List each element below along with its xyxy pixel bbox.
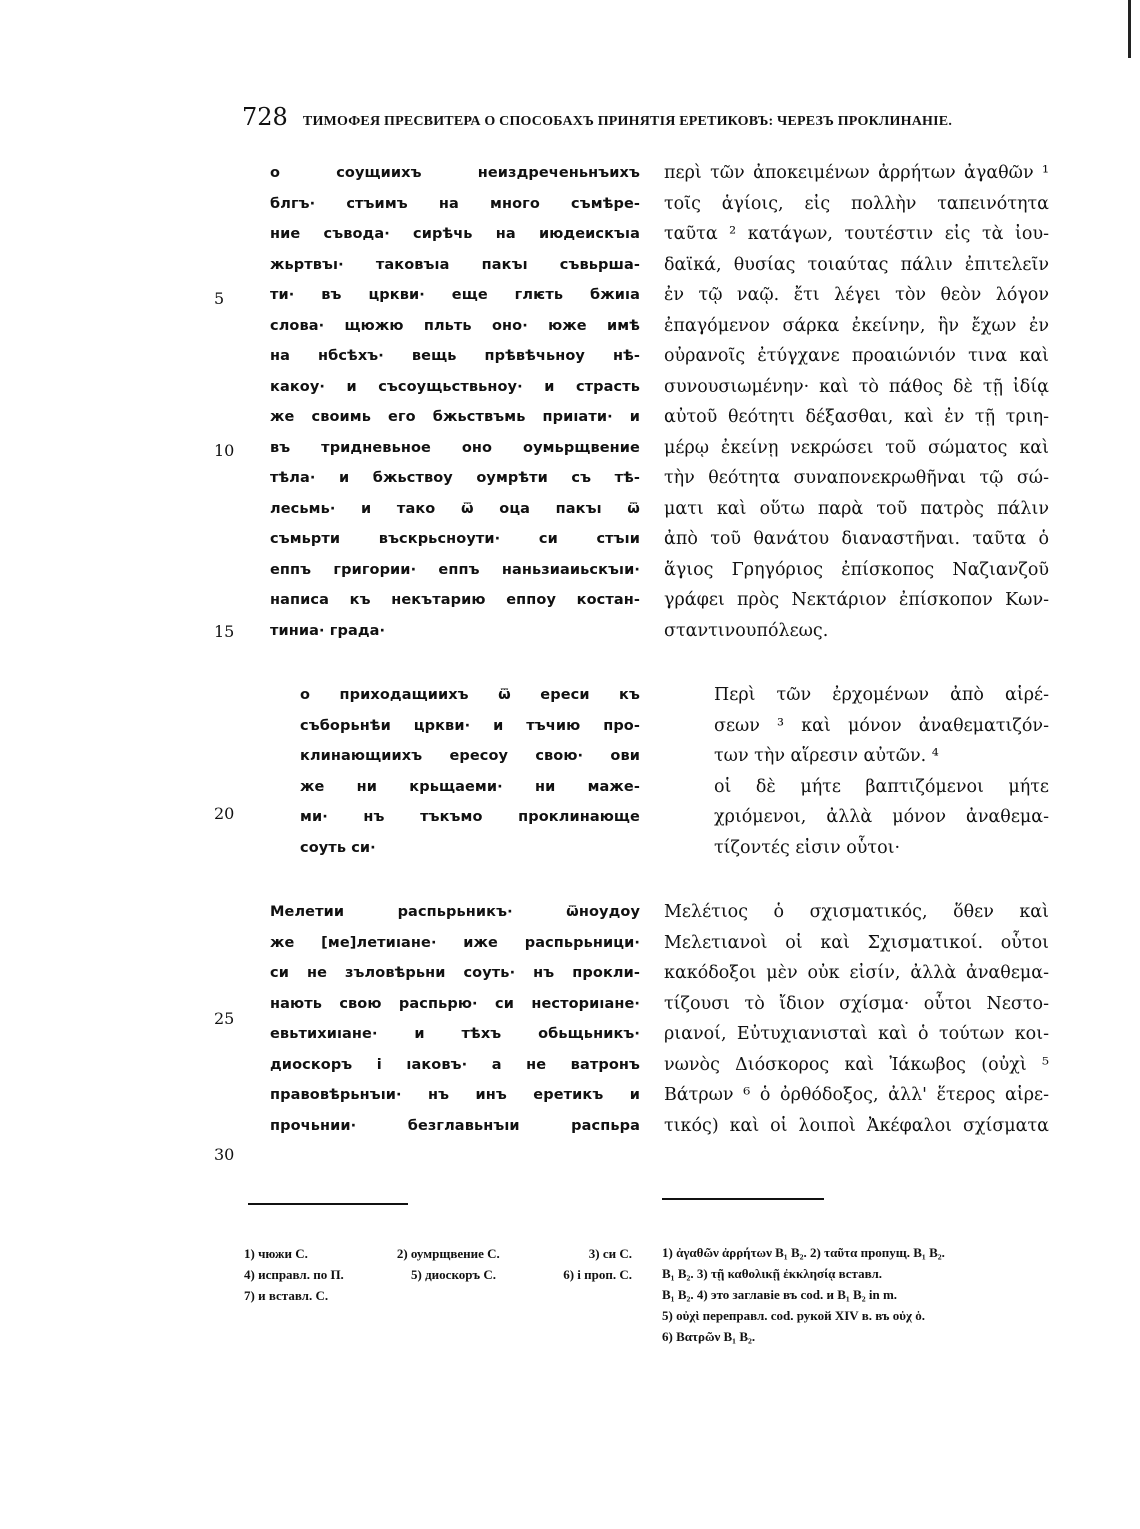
greek-line: των τὴν αἵρεσιν αὐτῶν. ⁴	[714, 746, 939, 766]
slavonic-line: же своимь его бжьствъмь приıати· и	[270, 409, 640, 425]
slavonic-line: ми· нъ тъкъмо проклинающе	[300, 809, 640, 825]
greek-line: τὴν θεότητα συναπονεκρωθῆναι τῷ σώ-	[664, 468, 1049, 488]
slavonic-line: о приходащиихъ ѿ ереси къ	[300, 687, 640, 703]
greek-line: τίζουσι τὸ ἴδιον σχίσμα· οὗτοι Νεστο-	[664, 993, 1049, 1014]
greek-line: ἐπαγόμενον σάρκα ἐκείνην, ἣν ἔχων ἐν	[664, 315, 1049, 336]
greek-line: αὐτοῦ θεότητι δέξασθαι, καὶ ἐν τῇ τριη-	[664, 407, 1049, 427]
slavonic-line: жьртвъı· таковъıа пакъı съвьрша-	[270, 256, 640, 273]
greek-line: τικός) καὶ οἱ λοιποὶ Ἀκέφαλοι σχίσματα	[664, 1115, 1049, 1136]
page-edge-mark	[1128, 0, 1131, 58]
greek-line: Μελέτιος ὁ σχισματικός, ὅθεν καὶ	[664, 902, 1049, 922]
slavonic-line: лесьмь· и тако ѿ оца пакъı ѿ	[270, 500, 640, 517]
slavonic-line: прочьнии· безглавьнъıи распьра	[270, 1117, 640, 1134]
greek-line: σεων ³ καὶ μόνον ἀναθεματιζόν-	[714, 715, 1049, 736]
slavonic-line: диоскоръ і ıаковъ· а не ватронъ	[270, 1056, 640, 1073]
footnote: 1) чюжи С.	[244, 1246, 308, 1261]
line-number: 15	[214, 622, 235, 641]
footnote-line: 5) οὐχὶ переправл. cod. рукой XIV в. въ οὐχ ὁ.	[662, 1308, 926, 1323]
slavonic-line: соуть си·	[300, 839, 376, 856]
footnotes-left	[244, 1243, 640, 1306]
slavonic-line: нають свою распьрю· си несториıане·	[270, 995, 640, 1012]
footnote-line: B₁ B₂. 3) τῇ καθολικῇ ἐκκλησίᾳ вставл.	[662, 1266, 882, 1281]
slavonic-block-1	[270, 158, 640, 646]
line-number: 25	[214, 1009, 235, 1028]
footnote-line: B₁ B₂. 4) это заглавіе въ cod. и B₁ B₂ in m.	[662, 1287, 898, 1302]
greek-line: Βάτρων ⁶ ὁ ὀρθόδοξος, ἀλλ' ἕτερος αἱρε-	[664, 1085, 1049, 1105]
greek-line: ἐν τῷ ναῷ. ἔτι λέγει τὸν θεὸν λόγον	[664, 285, 1049, 305]
slavonic-line: слова· щюжю пльть оно· юже имѣ	[270, 317, 640, 334]
slavonic-line: ти· въ цркви· еще глѥть бжиıа	[270, 287, 640, 303]
slavonic-line: ние съвода· сирѣчь на июдеискъıа	[270, 226, 640, 242]
line-number: 20	[214, 804, 235, 823]
running-title: ТИМОФЕЯ ПРЕСВИТЕРА О СПОСОБАХЪ ПРИНЯТІЯ ЕРЕТИКОВЪ: ЧЕРЕЗЪ ПРОКЛИНАНІЕ.	[302, 114, 953, 129]
slavonic-line: тѣла· и бжьствоу оумрѣти съ тѣ-	[270, 470, 640, 486]
slavonic-line: въ тридневьное оно оумьрщвение	[270, 439, 640, 456]
slavonic-column	[270, 158, 640, 1141]
slavonic-line: правовѣрьнъıи· нъ инъ еретикъ и	[270, 1087, 640, 1103]
slavonic-line: евьтихиıане· и тѣхъ обьщьникъ·	[270, 1026, 640, 1042]
page-header	[242, 103, 1062, 131]
greek-line: χριόμενοι, ἀλλὰ μόνον ἀναθεμα-	[714, 807, 1049, 827]
line-number: 5	[214, 289, 225, 308]
line-number: 10	[214, 441, 235, 460]
footnote: 6) і проп. С.	[563, 1267, 632, 1282]
footnote-line: 1) ἀγαθῶν ἀρρήτων B₁ B₂. 2) ταῦτα пропущ. B₁ B₂.	[662, 1245, 945, 1260]
slavonic-block-2	[270, 680, 640, 863]
slavonic-block-3	[270, 897, 640, 1141]
slavonic-line: Мелетии распьрьникъ· ѿноудоу	[270, 904, 640, 920]
greek-line: κακόδοξοι μὲν οὐκ εἰσίν, ἀλλὰ ἀναθεμα-	[664, 963, 1049, 983]
slavonic-line: еппъ григории· еппъ наньзиаиьскъıи·	[270, 561, 640, 578]
slavonic-line: блгъ· стъимъ на много съмѣре-	[270, 195, 640, 212]
greek-line: ριανοί, Εὐτυχιανισταὶ καὶ ὁ τούτων κοι-	[664, 1024, 1049, 1044]
greek-line: τοῖς ἁγίοις, εἰς πολλὴν ταπεινότητα	[664, 193, 1049, 214]
greek-line: ταῦτα ² κατάγων, τουτέστιν εἰς τὰ ἰου-	[664, 224, 1049, 244]
footnote: 5) диоскоръ С.	[411, 1267, 496, 1282]
slavonic-line: тиниа· града·	[270, 622, 386, 639]
greek-line: σταντινουπόλεως.	[664, 620, 829, 641]
greek-column	[664, 158, 1049, 1141]
footnotes-right	[662, 1242, 1062, 1347]
slavonic-line: же [ме]летиıане· иже распьрьници·	[270, 934, 640, 951]
slavonic-line: клинающиихъ ересоу свою· ови	[300, 748, 640, 764]
greek-block-1	[664, 158, 1049, 646]
slavonic-line: на нбсѣхъ· вещь прѣвѣчьноу нѣ-	[270, 348, 640, 364]
greek-line: οἱ δὲ μήτε βαπτιζόμενοι μήτε	[714, 776, 1049, 797]
slavonic-line: о соущиихъ неиздреченьнъихъ	[270, 165, 640, 181]
footnote: 7) и вставл. С.	[244, 1288, 329, 1303]
slavonic-line: съмьрти въскрьсноути· си стъıи	[270, 531, 640, 547]
greek-block-3	[664, 897, 1049, 1141]
greek-line: ἅγιος Γρηγόριος ἐπίσκοπος Ναζιανζοῦ	[664, 559, 1049, 580]
greek-line: τίζοντές εἰσιν οὗτοι·	[714, 837, 901, 858]
greek-line: συνουσιωμένην· καὶ τὸ πάθος δὲ τῇ ἰδίᾳ	[664, 376, 1049, 397]
slavonic-line: же ни крьщаеми· ни маже-	[300, 778, 640, 795]
slavonic-line: съборьнѣи цркви· и тъчию про-	[300, 717, 640, 734]
greek-line: μέρῳ ἐκείνῃ νεκρώσει τοῦ σώματος καὶ	[664, 437, 1049, 458]
greek-line: οὐρανοῖς ἐτύγχανε προαιώνιόν τινα καὶ	[664, 346, 1049, 366]
greek-line: νωνὸς Διόσκορος καὶ Ἰάκωβος (οὐχὶ ⁵	[664, 1054, 1049, 1075]
greek-line: Μελετιανοὶ οἱ καὶ Σχισματικοί. οὗτοι	[664, 932, 1049, 953]
line-number: 30	[214, 1145, 235, 1164]
footnote: 2) оумрщвение С.	[396, 1246, 500, 1261]
greek-block-2	[664, 680, 1049, 863]
greek-line: ἀπὸ τοῦ θανάτου διαναστῆναι. ταῦτα ὁ	[664, 529, 1049, 549]
footnote-rule-left	[248, 1203, 408, 1205]
slavonic-line: какоу· и съсоущьствьноу· и страсть	[270, 378, 640, 395]
greek-line: γράφει πρὸς Νεκτάριον ἐπίσκοπον Κων-	[664, 590, 1049, 610]
page-number: 728	[242, 103, 288, 131]
greek-line: δαϊκά, θυσίας τοιαύτας πάλιν ἐπιτελεῖν	[664, 254, 1049, 275]
slavonic-line: си не зъловѣрьни соуть· нъ прокли-	[270, 965, 640, 981]
footnote: 4) исправл. по П.	[244, 1267, 344, 1282]
footnote: 3) си С.	[588, 1246, 632, 1261]
slavonic-line: написа къ некътарию еппоу костан-	[270, 592, 640, 608]
footnote-rule-right	[662, 1198, 824, 1200]
greek-line: Περὶ τῶν ἐρχομένων ἀπὸ αἱρέ-	[714, 685, 1049, 705]
greek-line: περὶ τῶν ἀποκειμένων ἀρρήτων ἀγαθῶν ¹	[664, 163, 1049, 183]
footnote-line: 6) Βατρῶν B₁ B₂.	[662, 1329, 756, 1344]
greek-line: ματι καὶ οὕτω παρὰ τοῦ πατρὸς πάλιν	[664, 498, 1049, 519]
